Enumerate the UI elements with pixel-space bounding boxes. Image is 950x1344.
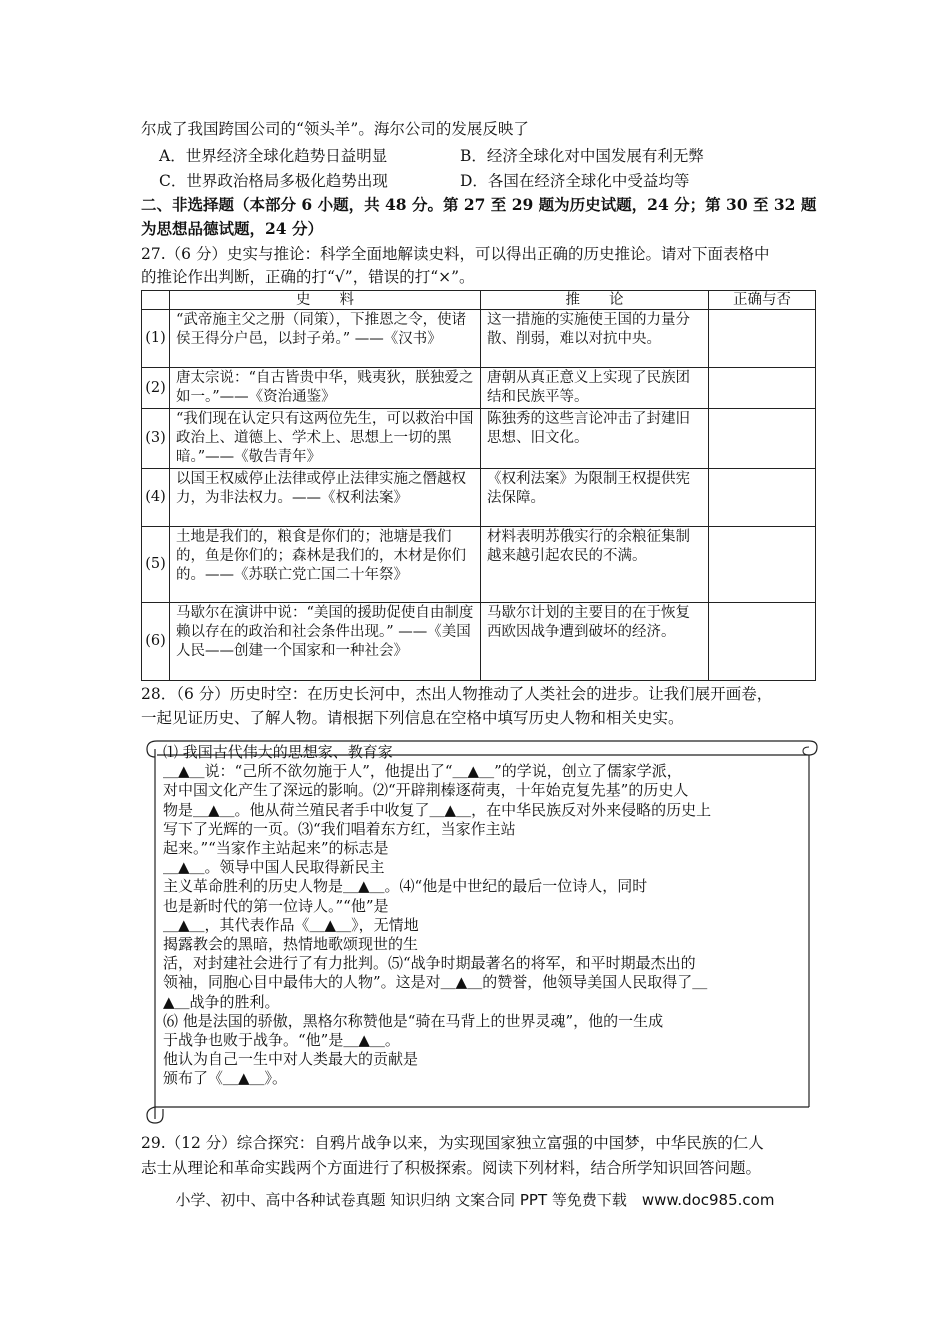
- table-row: [142, 527, 816, 603]
- scroll-line: 主义革命胜利的历史人物是＿▲＿。⑷“他是中世纪的最后一位诗人，同时: [163, 877, 648, 896]
- scroll-line: 于战争也败于战争。“他”是＿▲＿。: [163, 1031, 400, 1050]
- table-row: [142, 409, 816, 469]
- table-row: [142, 368, 816, 409]
- scroll-line: 物是＿▲＿。他从荷兰殖民者手中收复了＿▲＿，在中华民族反对外来侵略的历史上: [163, 800, 712, 819]
- scroll-line: ⑴ 我国古代伟大的思想家、教育家: [163, 743, 393, 761]
- row-inference: 唐朝从真正意义上实现了民族团结和民族平等。: [481, 368, 709, 409]
- row-source: “武帝施主父之册（同策），下推恩之令，使诸侯王得分户邑，以封子弟。” ——《汉书》: [170, 310, 481, 368]
- q28-scroll-box: [143, 733, 819, 1125]
- scroll-content: [163, 743, 813, 1089]
- q26-option-a: A．世界经济全球化趋势日益明显: [159, 147, 388, 165]
- q29-stem-line2: 志士从理论和革命实践两个方面进行了积极探索。阅读下列材料，结合所学知识回答问题。: [141, 1159, 762, 1177]
- row-answer-cell[interactable]: [709, 469, 816, 527]
- row-answer-cell[interactable]: [709, 368, 816, 409]
- q27-table-header: [142, 291, 816, 310]
- row-num: (3): [142, 409, 170, 469]
- row-num: (6): [142, 603, 170, 681]
- scroll-line: 也是新时代的第一位诗人。”“他”是: [163, 896, 389, 915]
- row-source: 马歇尔在演讲中说：“美国的援助促使自由制度赖以存在的政治和社会条件出现。” ——《美国人民——创建一个国家和一种社会》: [170, 603, 481, 681]
- q26-tail-text: 尔成了我国跨国公司的“领头羊”。海尔公司的发展反映了: [141, 120, 529, 138]
- row-num: (4): [142, 469, 170, 527]
- row-inference: 材料表明苏俄实行的余粮征集制越来越引起农民的不满。: [481, 527, 709, 603]
- scroll-line: 活，对封建社会进行了有力批判。⑸“战争时期最著名的将军，和平时期最杰出的: [163, 954, 696, 973]
- q26-option-c: C．世界政治格局多极化趋势出现: [159, 172, 388, 190]
- table-row: [142, 603, 816, 681]
- header-judge: 正确与否: [709, 291, 816, 310]
- row-inference: 陈独秀的这些言论冲击了封建旧思想、旧文化。: [481, 409, 709, 469]
- q28-stem-line1: 28．（6 分）历史时空：在历史长河中，杰出人物推动了人类社会的进步。让我们展开画卷，: [141, 685, 773, 703]
- scroll-line: 领袖，同胞心目中最伟大的人物”。这是对＿▲＿的赞誉，他领导美国人民取得了＿: [163, 973, 708, 992]
- row-source: 唐太宗说：“自古皆贵中华，贱夷狄，朕独爱之如一。”——《资治通鉴》: [170, 368, 481, 409]
- q28-stem-line2: 一起见证历史、了解人物。请根据下列信息在空格中填写历史人物和相关史实。: [141, 709, 684, 727]
- q27-stem-line1: 27.（6 分）史实与推论：科学全面地解读史料，可以得出正确的历史推论。请对下面表格中: [141, 245, 770, 263]
- scroll-line: 写下了光辉的一页。⑶“我们唱着东方红，当家作主站: [163, 819, 516, 838]
- scroll-line: 对中国文化产生了深远的影响。⑵“开辟荆榛逐荷夷，十年始克复先基”的历史人: [163, 781, 689, 800]
- row-answer-cell[interactable]: [709, 603, 816, 681]
- q26-option-d: D．各国在经济全球化中受益均等: [460, 172, 690, 190]
- q27-stem-line2: 的推论作出判断，正确的打“√”，错误的打“×”。: [141, 268, 475, 286]
- row-answer-cell[interactable]: [709, 527, 816, 603]
- q26-option-b: B．经济全球化对中国发展有利无弊: [460, 147, 704, 165]
- row-inference: 马歇尔计划的主要目的在于恢复西欧因战争遭到破坏的经济。: [481, 603, 709, 681]
- scroll-line: 揭露教会的黑暗，热情地歌颂现世的生: [163, 935, 419, 954]
- q29-stem-line1: 29.（12 分）综合探究：自鸦片战争以来，为实现国家独立富强的中国梦，中华民族的仁人: [141, 1134, 764, 1152]
- header-num: [142, 291, 170, 310]
- scroll-line: 起来。”“当家作主站起来”的标志是: [163, 839, 389, 858]
- row-answer-cell[interactable]: [709, 310, 816, 368]
- q27-table: [141, 290, 816, 681]
- row-num: (1): [142, 310, 170, 368]
- header-inference: 推 论: [481, 291, 709, 310]
- scroll-line: 颁布了《＿▲＿》。: [163, 1069, 288, 1088]
- table-row: [142, 310, 816, 368]
- scroll-line: ⑹ 他是法国的骄傲，黑格尔称赞他是“骑在马背上的世界灵魂”，他的一生成: [163, 1011, 664, 1030]
- row-inference: 这一措施的实施使王国的力量分散、削弱，难以对抗中央。: [481, 310, 709, 368]
- scroll-line: 他认为自己一生中对人类最大的贡献是: [163, 1050, 419, 1069]
- scroll-line: ＿▲＿，其代表作品《＿▲＿》，无情地: [163, 915, 419, 934]
- scroll-line: ＿▲＿说：“己所不欲勿施于人”，他提出了“＿▲＿”的学说，创立了儒家学派，: [163, 762, 682, 781]
- row-num: (2): [142, 368, 170, 409]
- table-row: [142, 469, 816, 527]
- section2-heading-line2: 为思想品德试题，24 分）: [141, 219, 323, 238]
- scroll-line: ＿▲＿。领导中国人民取得新民主: [163, 858, 385, 877]
- row-num: (5): [142, 527, 170, 603]
- header-source: 史 料: [170, 291, 481, 310]
- row-source: “我们现在认定只有这两位先生，可以救治中国政治上、道德上、学术上、思想上一切的黑暗。”——《敬告青年》: [170, 409, 481, 469]
- section2-heading-line1: 二、非选择题（本部分 6 小题，共 48 分。第 27 至 29 题为历史试题，24 分；第 30 至 32 题: [141, 195, 817, 214]
- scroll-line: ▲＿战争的胜利。: [163, 992, 280, 1011]
- row-answer-cell[interactable]: [709, 409, 816, 469]
- row-source: 以国王权威停止法律或停止法律实施之僭越权力，为非法权力。——《权利法案》: [170, 469, 481, 527]
- page-footer: 小学、初中、高中各种试卷真题 知识归纳 文案合同 PPT 等免费下载 www.doc985.com: [175, 1191, 775, 1209]
- row-inference: 《权利法案》为限制王权提供宪法保障。: [481, 469, 709, 527]
- row-source: 土地是我们的，粮食是你们的；池塘是我们的，鱼是你们的；森林是我们的，木材是你们的。——《苏联亡党亡国二十年祭》: [170, 527, 481, 603]
